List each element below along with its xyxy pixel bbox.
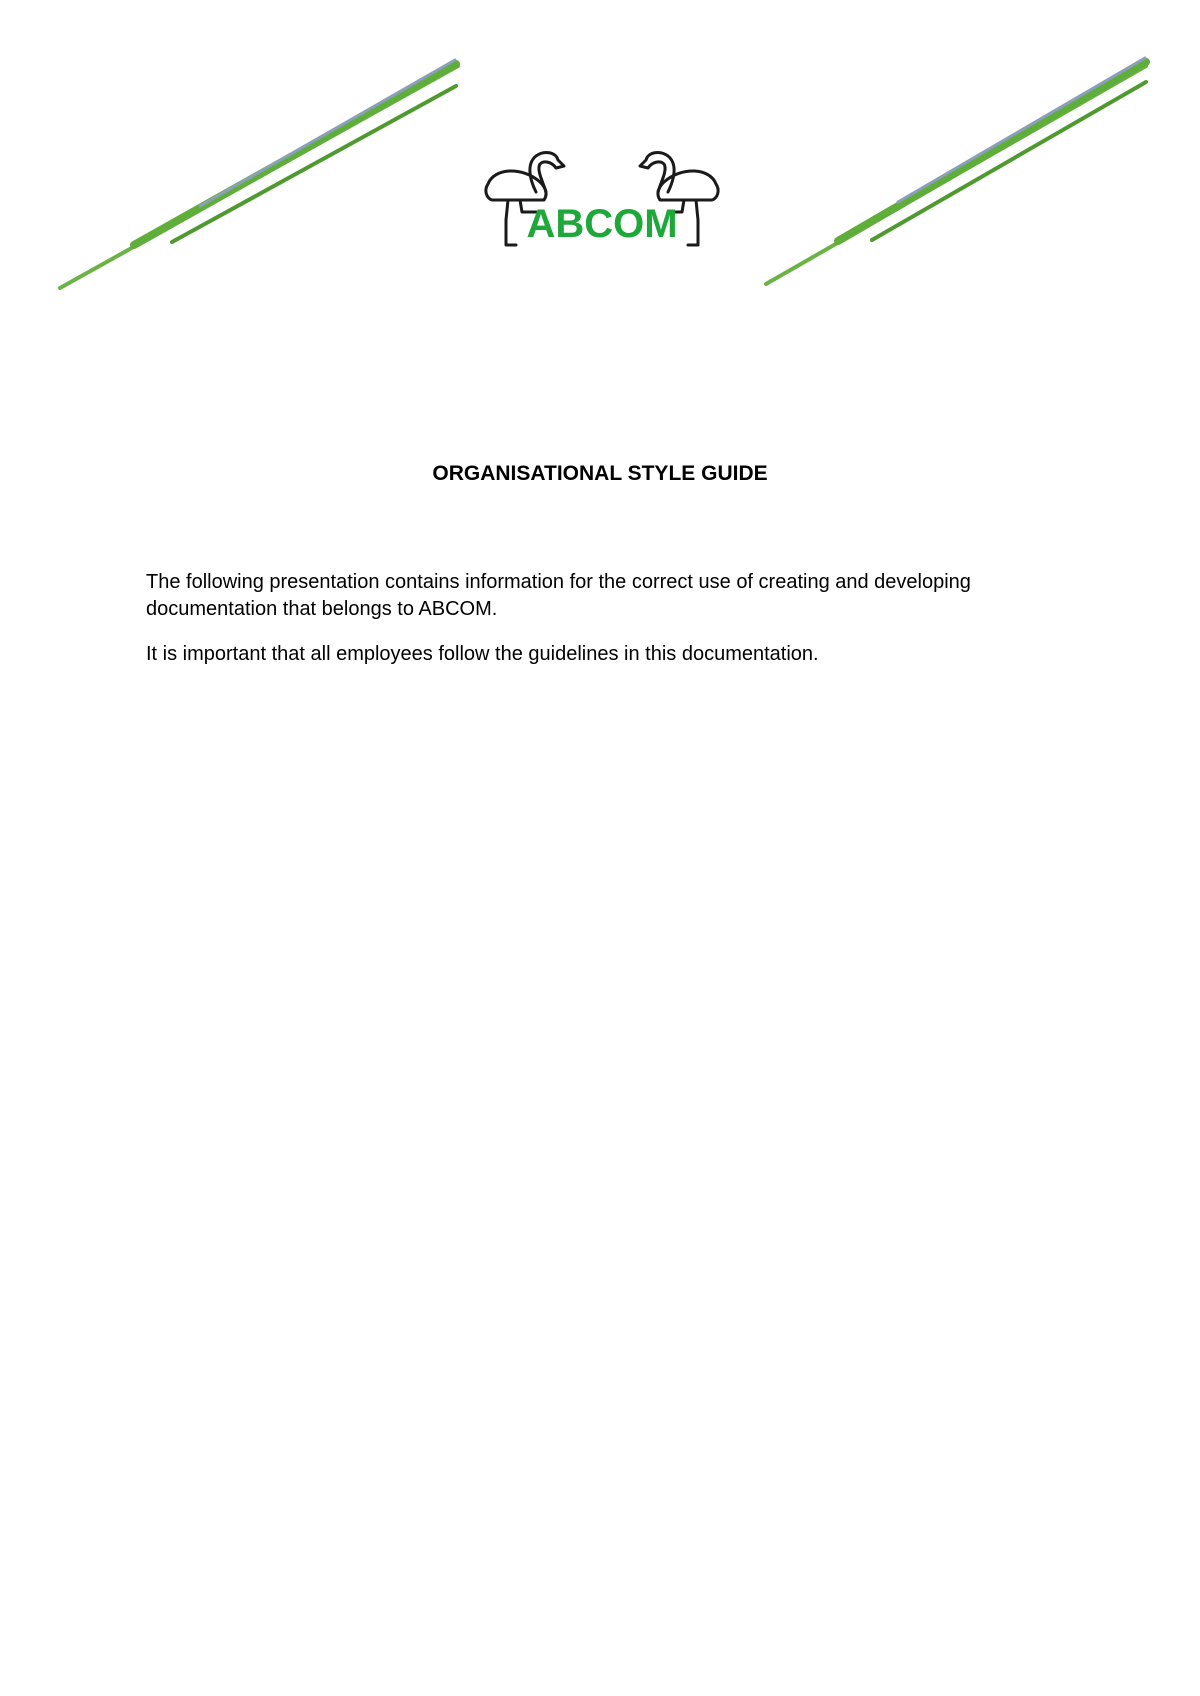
left-stripe-long	[60, 66, 458, 288]
guideline-paragraph: It is important that all employees follow the guidelines in this documentation.	[146, 643, 819, 665]
right-flamingo-neck	[640, 153, 674, 192]
right-stripe-thick	[838, 62, 1146, 241]
left-stripe-short	[172, 86, 456, 242]
left-stripe-group	[60, 60, 458, 288]
abcom-logo	[478, 140, 726, 252]
right-flamingo-body	[658, 171, 718, 200]
left-flamingo-neck	[530, 153, 564, 192]
logo-wordmark: ABCOM	[526, 202, 678, 246]
document-body	[146, 569, 1086, 686]
document-title: ORGANISATIONAL STYLE GUIDE	[432, 462, 768, 485]
left-bracket	[506, 220, 516, 245]
right-bracket	[688, 220, 698, 245]
right-stripe-long	[766, 66, 1146, 284]
right-stripe-group	[766, 58, 1146, 284]
left-stripe-thick	[134, 64, 456, 245]
right-stripe-short	[872, 82, 1146, 240]
left-stripe-highlight	[200, 60, 455, 206]
right-stripe-highlight	[898, 58, 1145, 202]
intro-paragraph: The following presentation contains information for the correct use of creating and developing documentation that belongs to ABCOM.	[146, 571, 971, 620]
left-flamingo-body	[486, 171, 546, 200]
